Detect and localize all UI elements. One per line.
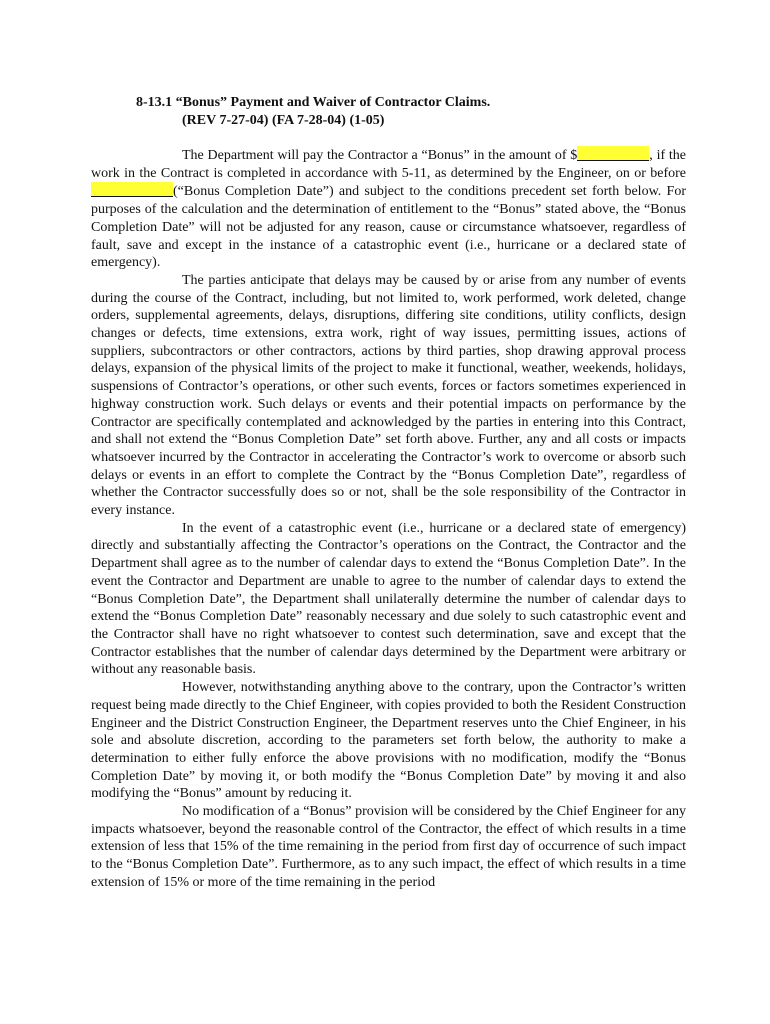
paragraph-modification: No modification of a “Bonus” provision will be considered by the Chief Engineer for any impacts whatsoever, beyond the reasonable control of the Contractor, the effect of which results in a time extension of less that 15% of the time remaining in the period from first day of occurrence of such impact to the “Bonus Completion Date”. Furthermore, as to any such impact, the effect of which results in a time extension of 15% or more of the time remaining in the period bbox=[91, 804, 686, 890]
paragraph-bonus-amount bbox=[91, 146, 686, 272]
paragraph-text: , if the work in the Contract is completed in accordance with 5-11, as determined by the Engineer, on or before bbox=[91, 148, 687, 181]
document-body bbox=[91, 146, 686, 892]
paragraph-chief-engineer: However, notwithstanding anything above to the contrary, upon the Contractor’s written request being made directly to the Chief Engineer, with copies provided to both the Resident Construction Engineer and the District Construction Engineer, the Department reserves unto the Chief Engineer, in his sole and absolute discretion, according to the parameters set forth below, the authority to make a determination to either fully enforce the above provisions with no modification, modify the “Bonus Completion Date” by moving it, or both modify the “Bonus Completion Date” by moving it and also modifying the “Bonus” amount by reducing it. bbox=[91, 680, 686, 802]
bonus-amount-field[interactable] bbox=[577, 146, 649, 161]
revision-line: (REV 7-27-04) (FA 7-28-04) (1-05) bbox=[182, 113, 385, 128]
paragraph-delays: The parties anticipate that delays may be caused by or arise from any number of events during the course of the Contract, including, but not limited to, work performed, work deleted, change orders, supplemental agreements, delays, disruptions, differing site conditions, utility conflicts, design changes or defects, time extensions, extra work, right of way issues, permitting issues, actions of suppliers, subcontractors or other contractors, actions by third parties, shop drawing approval process delays, expansion of the physical limits of the project to make it functional, weather, weekends, holidays, suspensions of Contractor’s operations, or other such events, forces or factors sometimes experienced in highway construction work. Such delays or events and their potential impacts on performance by the Contractor are specifically contemplated and acknowledged by the parties in entering into this Contract, and shall not extend the “Bonus Completion Date” set forth above. Further, any and all costs or impacts whatsoever incurred by the Contractor in accelerating the Contractor’s work to overcome or absorb such delays or events in an effort to complete the Contract by the “Bonus Completion Date”, regardless of whether the Contractor successfully does so or not, shall be the sole responsibility of the Contractor in every instance. bbox=[91, 272, 686, 519]
section-heading bbox=[136, 94, 490, 130]
bonus-date-field[interactable] bbox=[91, 182, 173, 197]
paragraph-text: (“Bonus Completion Date”) and subject to the conditions precedent set forth below. For purposes of the calculation and the determination of entitlement to the “Bonus” stated above, the “Bonus Completion Date” will not be adjusted for any reason, cause or circumstance whatsoever, regardless of fault, save and except in the instance of a catastrophic event (i.e., hurricane or a declared state of emergency). bbox=[91, 184, 686, 271]
section-title: 8-13.1 “Bonus” Payment and Waiver of Contractor Claims. bbox=[136, 95, 491, 110]
paragraph-text: The Department will pay the Contractor a “Bonus” in the amount of $ bbox=[182, 148, 578, 163]
paragraph-catastrophic-event: In the event of a catastrophic event (i.e., hurricane or a declared state of emergency) directly and substantially affecting the Contractor’s operations on the Contract, the Contractor and the Department shall agree as to the number of calendar days to extend the “Bonus Completion Date”. In the event the Contractor and Department are unable to agree to the number of calendar days to extend the “Bonus Completion Date”, the Department shall unilaterally determine the number of calendar days to extend the “Bonus Completion Date” reasonably necessary and due solely to such catastrophic event and the Contractor shall have no right whatsoever to contest such determination, save and except that the Contractor establishes that the number of calendar days determined by the Department were arbitrary or without any reasonable basis. bbox=[91, 520, 686, 678]
